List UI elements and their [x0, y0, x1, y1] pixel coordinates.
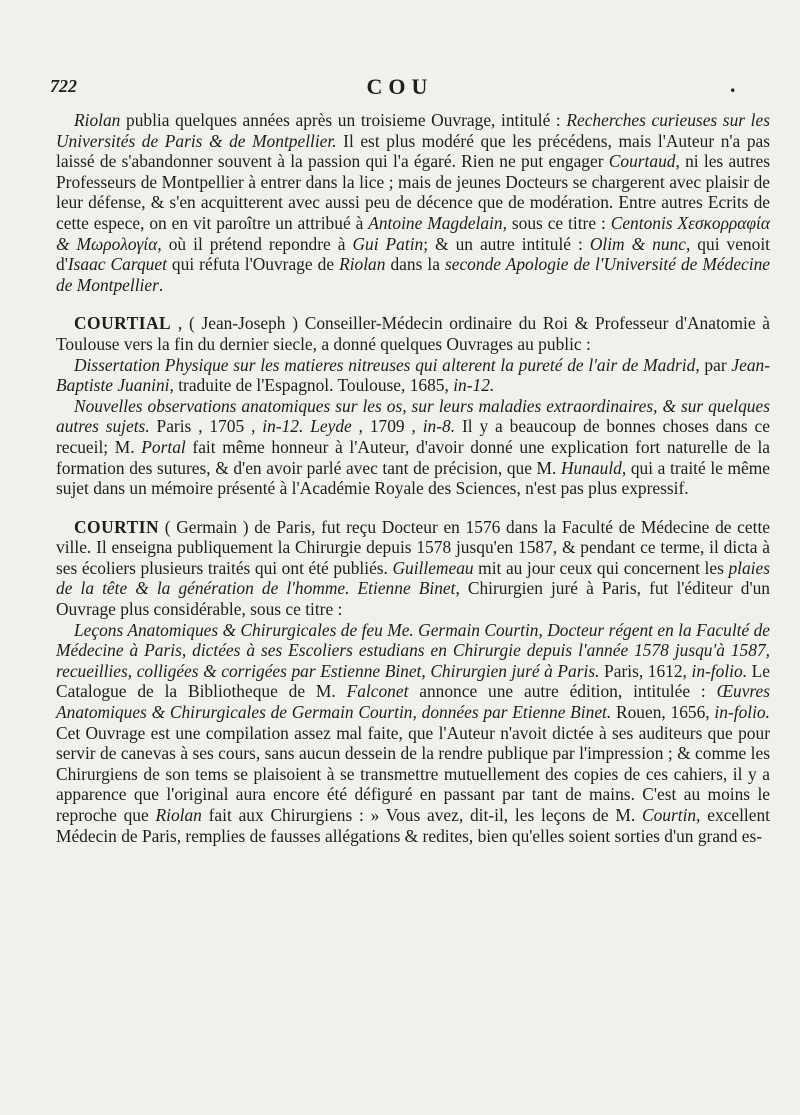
running-head: COU	[366, 74, 434, 99]
courtin-work: Leçons Anatomiques & Chirurgicales de feu Me. Germain Courtin, Docteur régent en la Faculté de Médecine à Paris, dictées à ses Escoliers estudians en Chirurgie depuis l'année 1578 jusqu'à 1587, recueillies, colligées & corrigées par Estienne Binet, Chirurgien juré à Paris. Paris, 1612, in-folio. Le Catalogue de la Bibliotheque de M. Falconet annonce une autre édition, intitulée : Œuvres Anatomiques & Chirurgicales de Germain Courtin, données par Etienne Binet. Rouen, 1656, in-folio. Cet Ouvrage est une compilation assez mal faite, que l'Auteur n'avoit dictée à ses auditeurs que pour servir de canevas à ses cours, sans aucun dessein de la rendre publique par l'impression ; & comme les Chirurgiens de son tems se plaisoient à se transmettre mutuellement des copies de ces cahiers, il y a apparence que l'original aura encore été défiguré en passant par tant de mains. C'est au moins le reproche que Riolan fait aux Chirurgiens : » Vous avez, dit-il, les leçons de M. Courtin, excellent Médecin de Paris, remplies de fausses allégations & redites, bien qu'elles soient sorties d'un grand es-	[56, 619, 771, 846]
paragraph-riolan-intro: Riolan publia quelques années après un troisieme Ouvrage, intitulé : Recherches curieuses sur les Universités de Paris & de Montpellier. Il est plus modéré que les précédens, mais l'Auteur n'a pas laissé de s'abandonner souvent à la passion qui l'a égaré. Rien ne put engager Courtaud, ni les autres Professeurs de Montpellier à entrer dans la lice ; mais de jeunes Docteurs se chargerent avec plaisir de leur défense, & s'en acquitterent avec aussi peu de décence que de modération. Entre autres Ecrits de cette espece, on en vit paroître un attribué à Antoine Magdelain, sous ce titre : Centonis Χεσκορραφία & Μωρολογία, où il prétend repondre à Gui Patin; & un autre intitulé : Olim & nunc, qui venoit d'Isaac Carquet qui réfuta l'Ouvrage de Riolan dans la seconde Apologie de l'Université de Médecine de Montpellier.	[56, 110, 770, 295]
entry-courtial: COURTIAL , ( Jean-Joseph ) Conseiller-Médecin ordinaire du Roi & Professeur d'Anatomie à Toulouse vers la fin du dernier siecle, a donné quelques Ouvrages au public :	[56, 313, 770, 354]
entry-heading: COURTIAL	[74, 313, 172, 334]
entry-heading: COURTIN	[74, 516, 160, 537]
page-number: 722	[50, 76, 77, 96]
page-body	[56, 110, 770, 846]
courtial-work-1: Dissertation Physique sur les matieres nitreuses qui alterent la pureté de l'air de Madrid, par Jean-Baptiste Juanini, traduite de l'Espagnol. Toulouse, 1685, in-12.	[56, 354, 770, 396]
courtial-work-2: Nouvelles observations anatomiques sur les os, sur leurs maladies extraordinaires, & sur quelques autres sujets. Paris , 1705 , in-12. Leyde , 1709 , in-8. Il y a beaucoup de bonnes choses dans ce recueil; M. Portal fait même honneur à l'Auteur, d'avoir donné une explication fort naturelle de la formation des sutures, & d'en avoir parlé avec tant de précision, que M. Hunauld, qui a traité le même sujet dans un mémoire présenté à l'Académie Royale des Sciences, n'est pas plus expressif.	[56, 395, 771, 499]
page-header	[0, 72, 800, 102]
ornament-dot: .	[730, 72, 736, 97]
entry-courtin: COURTIN ( Germain ) de Paris, fut reçu Docteur en 1576 dans la Faculté de Médecine de cette ville. Il enseigna publiquement la Chirurgie depuis 1578 jusqu'en 1587, & pendant ce terme, il dicta à ses écoliers plusieurs traités qui ont été publiés. Guillemeau mit au jour ceux qui concernent les plaies de la tête & la génération de l'homme. Etienne Binet, Chirurgien juré à Paris, fut l'éditeur d'un Ouvrage plus considérable, sous ce titre :	[56, 516, 771, 620]
